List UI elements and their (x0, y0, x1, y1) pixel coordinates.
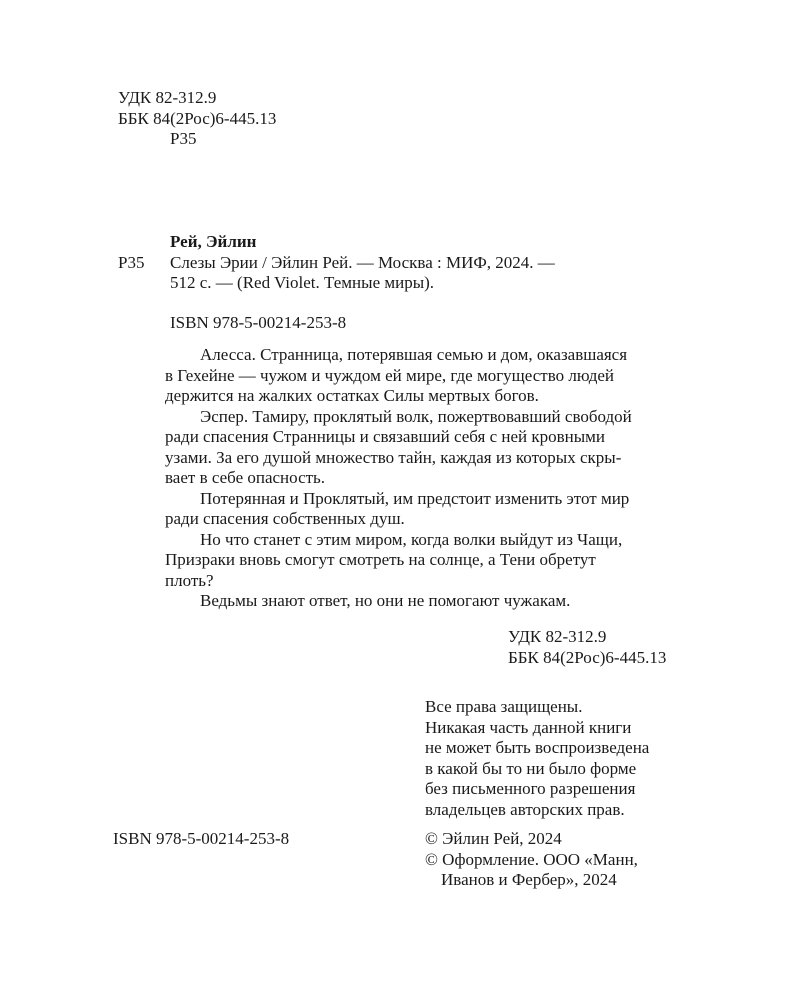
footer-isbn (113, 829, 289, 850)
annotation (165, 345, 632, 612)
annotation-line: в Гехейне — чужом и чуждом ей мире, где могущество людей (165, 365, 614, 385)
annotation-line: Эспер. Тамиру, проклятый волк, пожертвовавший свободой (200, 406, 632, 426)
rights-line: Все права защищены. (425, 697, 583, 716)
annotation-line: Потерянная и Проклятый, им предстоит изменить этот мир (200, 488, 630, 508)
annotation-paragraph (165, 591, 632, 612)
udk-code-bottom: УДК 82-312.9 (508, 627, 607, 646)
annotation-line: держится на жалких остатках Силы мертвых богов. (165, 386, 539, 405)
copyright-design: © Оформление. ООО «Манн, (425, 849, 638, 869)
rights-line: не может быть воспроизведена (425, 738, 650, 757)
author-sign-inline: Р35 (118, 252, 145, 272)
bibliographic-record (118, 232, 555, 294)
author-sign: Р35 (170, 129, 197, 148)
annotation-paragraph (165, 345, 632, 407)
copyright-block (425, 829, 638, 891)
bottom-codes (508, 627, 666, 668)
copyright-author: © Эйлин Рей, 2024 (425, 829, 562, 848)
udk-code: УДК 82-312.9 (118, 88, 217, 107)
top-codes (118, 88, 276, 150)
rights-line: без письменного разрешения (425, 779, 636, 798)
annotation-line: Но что станет с этим миром, когда волки выйдут из Чащи, (200, 529, 623, 549)
annotation-line: ради спасения собственных душ. (165, 509, 405, 528)
annotation-line: плоть? (165, 570, 214, 590)
title-statement: Слезы Эрии / Эйлин Рей. — Москва : МИФ, 2024. — (170, 252, 555, 272)
isbn: ISBN 978-5-00214-253-8 (170, 313, 347, 332)
rights-line: владельцев авторских прав. (425, 799, 625, 819)
annotation-line: Ведьмы знают ответ, но они не помогают чужакам. (200, 591, 571, 610)
annotation-line: Призраки вновь смогут смотреть на солнце, а Тени обретут (165, 550, 596, 569)
bbk-code-bottom: ББК 84(2Рос)6-445.13 (508, 647, 667, 667)
bbk-code: ББК 84(2Рос)6-445.13 (118, 108, 277, 128)
rights-line: Никакая часть данной книги (425, 717, 632, 737)
author-heading: Рей, Эйлин (170, 232, 257, 251)
annotation-line: узами. За его душой множество тайн, каждая из которых скры- (165, 447, 622, 467)
annotation-paragraph (165, 530, 632, 592)
annotation-line: ради спасения Странницы и связавший себя с ней кровными (165, 427, 606, 446)
biblio-line-1 (118, 253, 555, 274)
copyright-design-cont: Иванов и Фербер», 2024 (441, 870, 617, 889)
isbn-record (170, 313, 346, 334)
isbn-footer: ISBN 978-5-00214-253-8 (113, 829, 290, 848)
annotation-line: Алесса. Странница, потерявшая семью и дом, оказавшаяся (200, 345, 628, 364)
annotation-paragraph (165, 489, 632, 530)
annotation-paragraph (165, 407, 632, 489)
rights-line: в какой бы то ни было форме (425, 758, 637, 778)
biblio-line-2: 512 с. — (Red Violet. Темные миры). (170, 273, 435, 292)
rights-notice (425, 697, 649, 820)
annotation-line: вает в себе опасность. (165, 468, 326, 487)
